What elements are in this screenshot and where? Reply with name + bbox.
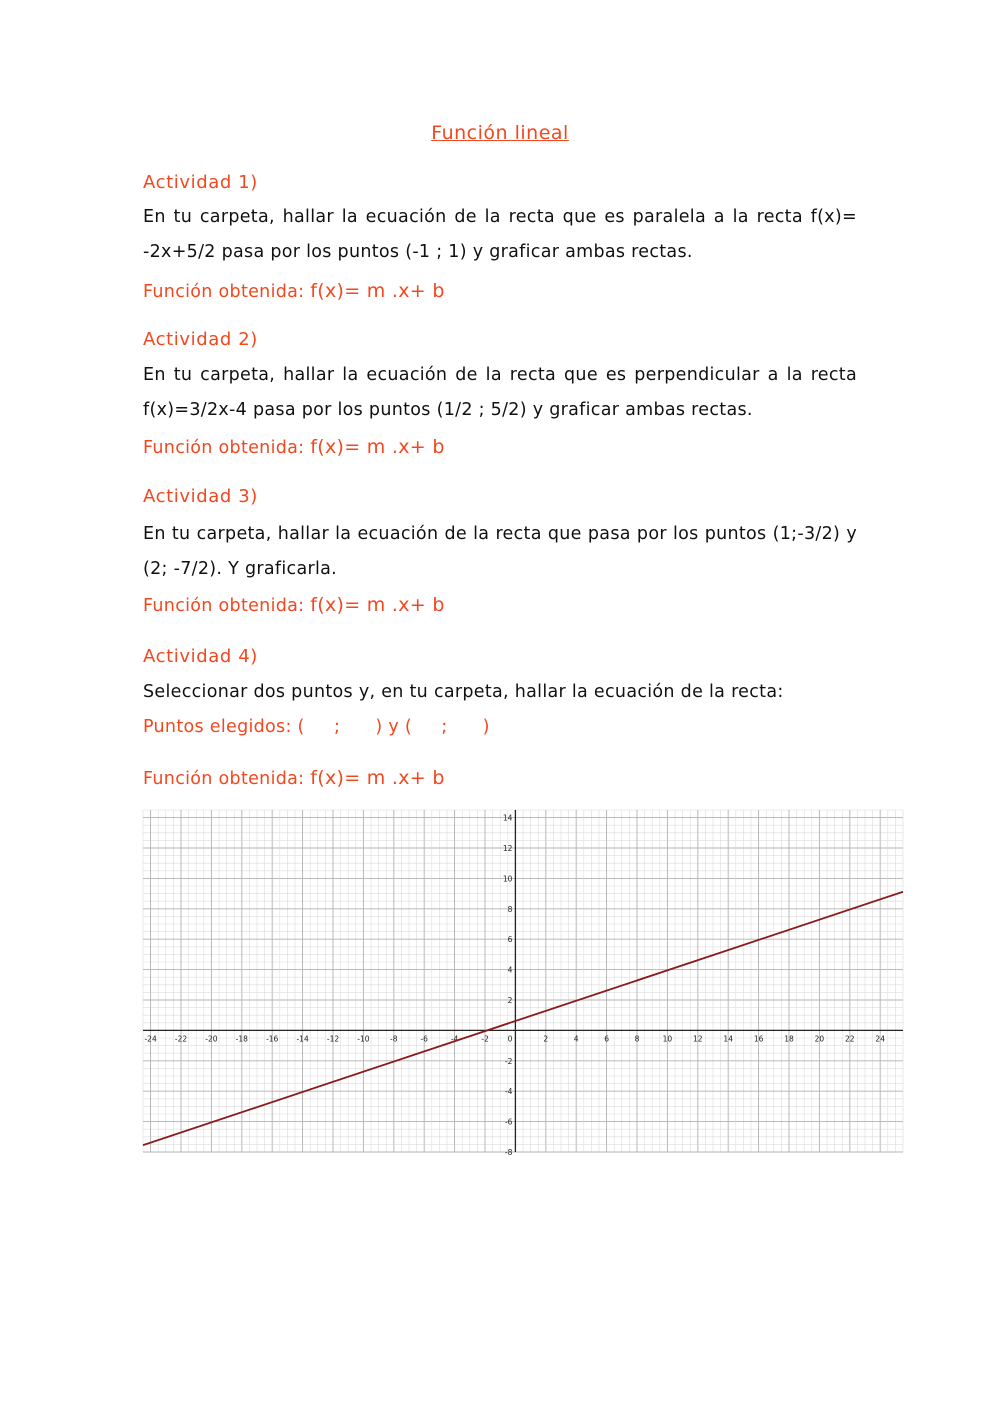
origin-label: 0 (507, 1034, 513, 1044)
x-tick-label: 10 (662, 1034, 673, 1044)
result-label: Función obtenida: (143, 769, 305, 789)
x-tick-label: 14 (723, 1034, 733, 1044)
activity-1-result (143, 280, 445, 302)
x-tick-label: -24 (144, 1034, 157, 1044)
x-tick-label: -12 (326, 1034, 340, 1044)
activity-4-result (143, 767, 445, 789)
x-tick-label: 18 (784, 1034, 794, 1044)
activity-2-result (143, 436, 445, 458)
activity-3-result (143, 594, 445, 616)
y-tick-label: 2 (507, 996, 513, 1005)
activity-4-points: Puntos elegidos: ( ; ) y ( ; ) (143, 717, 490, 737)
x-tick-label: -2 (481, 1034, 489, 1044)
x-tick-label: -10 (357, 1034, 370, 1044)
x-tick-label: 24 (875, 1034, 885, 1044)
activity-1-heading: Actividad 1) (143, 172, 258, 193)
x-tick-label: 16 (753, 1034, 764, 1044)
result-equation: f(x)= m .x+ b (310, 594, 445, 616)
y-tick-label: 4 (507, 965, 513, 975)
x-tick-label: 12 (693, 1034, 703, 1044)
y-tick-label: 6 (507, 935, 513, 945)
x-tick-label: -18 (235, 1034, 248, 1044)
activity-2-text: En tu carpeta, hallar la ecuación de la recta que es perpendicular a la recta f(x)=3/2x-4 pasa por los puntos (1/2 ; 5/2) y graficar ambas rectas. (143, 365, 857, 420)
activity-4-heading: Actividad 4) (143, 646, 258, 667)
result-label: Función obtenida: (143, 596, 305, 616)
y-tick-label: 12 (502, 844, 513, 853)
x-tick-label: -16 (266, 1034, 279, 1044)
x-tick-label: -4 (450, 1034, 459, 1044)
x-tick-label: 2 (543, 1034, 549, 1044)
page-title: Función lineal (431, 122, 569, 144)
coordinate-graph (143, 810, 903, 1157)
y-tick-label: -4 (504, 1087, 513, 1097)
x-tick-label: 20 (814, 1034, 825, 1044)
x-tick-label: -22 (174, 1034, 188, 1044)
result-equation: f(x)= m .x+ b (310, 767, 445, 789)
x-tick-label: -20 (205, 1034, 218, 1044)
activity-4-text: Seleccionar dos puntos y, en tu carpeta, hallar la ecuación de la recta: (143, 682, 784, 702)
result-label: Función obtenida: (143, 282, 305, 302)
activity-3-heading: Actividad 3) (143, 486, 258, 507)
x-tick-label: 8 (634, 1034, 640, 1044)
activity-2-heading: Actividad 2) (143, 329, 258, 350)
x-tick-label: -6 (420, 1034, 428, 1044)
x-tick-label: 6 (604, 1034, 609, 1044)
x-tick-label: -14 (296, 1034, 309, 1044)
activity-3-text: En tu carpeta, hallar la ecuación de la recta que pasa por los puntos (1;-3/2) y (2; -7/2). Y graficarla. (143, 524, 857, 579)
y-tick-label: -8 (504, 1148, 513, 1157)
x-tick-label: 22 (845, 1034, 855, 1044)
y-tick-label: -2 (504, 1056, 513, 1066)
result-equation: f(x)= m .x+ b (310, 436, 445, 458)
result-equation: f(x)= m .x+ b (310, 280, 445, 302)
activity-1-text: En tu carpeta, hallar la ecuación de la recta que es paralela a la recta f(x)= -2x+5/2 pasa por los puntos (-1 ; 1) y graficar ambas rectas. (143, 207, 857, 262)
x-tick-label: 4 (573, 1034, 579, 1044)
y-tick-label: -6 (504, 1117, 513, 1127)
result-label: Función obtenida: (143, 438, 305, 458)
y-tick-label: 10 (502, 874, 513, 884)
y-tick-label: 8 (507, 904, 513, 914)
x-tick-label: -8 (390, 1034, 398, 1044)
y-tick-label: 14 (502, 813, 513, 823)
